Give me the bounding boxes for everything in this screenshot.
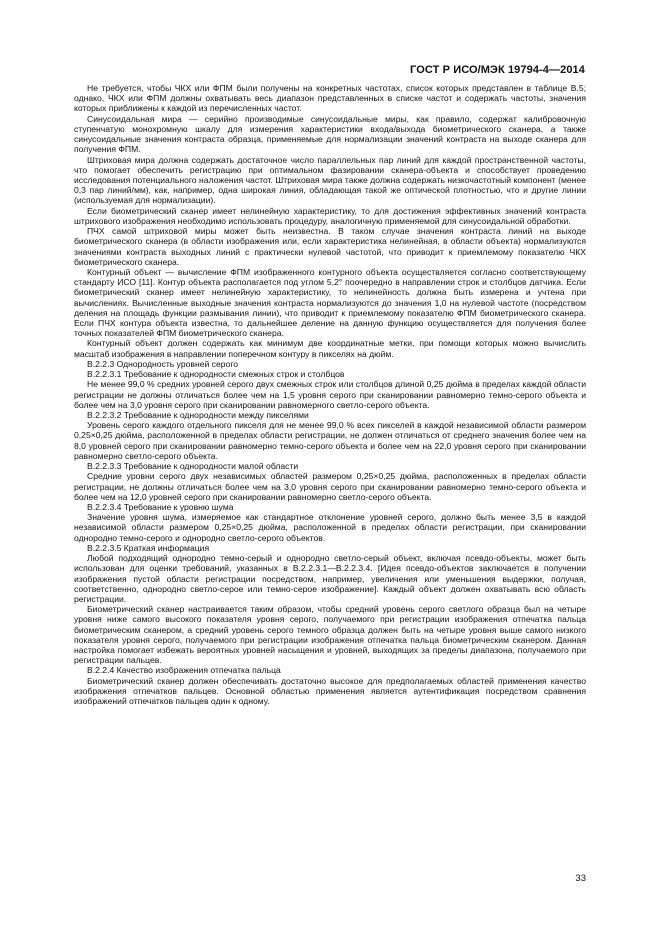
paragraph-noise: Значение уровня шума, измеряемое как стандартное отклонение уровней серого, должно быть менее 3,5 в каждой независимой области размером 0,25×0,25 дюйма, расположенной в пределах области регистрации, при сканировании однородно темно-серого и однородно светло-серого объектов. <box>74 512 586 543</box>
paragraph-scanner-adjustment: Биометрический сканер настраивается таким образом, чтобы средний уровень серого светлого образца был на четыре уровня ниже самого высокого показателя уровня серого, получаемого при регистрации изображения отпечатка пальца биометрическим сканером, а средний уровень серого темного образца должен быть на четыре уровня выше самого низкого показателя уровня серого, получаемого при регистрации изображения отпечатка пальца биометрическим сканером. Данная настройка помогает избежать вероятных уровней насыщения и уровней, выходящих за пределы диапазона, получаемого при регистрации пальцев. <box>74 604 586 666</box>
paragraph-pixel-to-pixel: Уровень серого каждого отдельного пикселя для не менее 99,0 % всех пикселей в каждой независимой области размером 0,25×0,25 дюйма, расположенной в пределах области регистрации, не должен отличаться от среднего значения более чем на 8,0 уровней серого при сканировании равномерно темно-серого объекта и более чем на 22,0 уровня серого при сканировании равномерно светло-серого объекта. <box>74 420 586 461</box>
paragraph-adjacent-rows: Не менее 99,0 % средних уровней серого двух смежных строк или столбцов длиной 0,25 дюйма в пределах каждой области регистрации не должны отличаться более чем на 1,5 уровня серого при сканировании равномерно темно-серого объекта и более чем на 3,0 уровня серого при сканировании равномерного светло-серого объекта. <box>74 379 586 410</box>
paragraph-nonlinear-scanner: Если биометрический сканер имеет нелинейную характеристику, то для достижения эффективных значений контраста штрихового изображения необходимо использовать процедуру, аналогичную применяемой для синусоидальной обработки. <box>74 205 586 226</box>
paragraph-small-area: Средние уровни серого двух независимых областей размером 0,25×0,25 дюйма, расположенных в пределах области регистрации, не должны отличаться более чем на 3,0 уровня серого при сканировании равномерно темно-серого объекта и более чем на 12,0 уровней серого при сканировании равномерно светло-серого объекта. <box>74 471 586 502</box>
paragraph-ctf-unknown: ПЧХ самой штриховой миры может быть неизвестна. В таком случае значения контраста линий на выходе биометрического сканера (в области изображения или, если характеристика нелинейная, в области объекта) нормализуются значениями контраста выходных линий с практически нулевой частотой, что приводит к приемлемому показателю ЧКХ биометрического сканера. <box>74 226 586 267</box>
subsection-heading-small-area: В.2.2.3.3 Требование к однородности малой области <box>87 461 299 472</box>
subsection-heading-pixel-to-pixel: В.2.2.3.2 Требование к однородности между пикселями <box>87 410 309 420</box>
subsection-heading-noise: В.2.2.3.4 Требование к уровню шума <box>87 501 234 512</box>
paragraph-image-quality: Биометрический сканер должен обеспечивать достаточно высокое для предполагаемых областей применения качество изображения отпечатков пальцев. Основной областью применения является аутентификация посредством сравнения изображений отпечатков пальцев один к одному. <box>74 675 586 707</box>
paragraph-freq-requirements: Не требуется, чтобы ЧКХ или ФПМ были получены на конкретных частотах, список которых представлен в таблице В.5; однако, ЧКХ или ФПМ должны охватывать весь диапазон представленных в списке частот и содержать частоты, значения которых приближены к каждой из перечисленных частот. <box>74 83 586 114</box>
subsection-heading-summary: В.2.2.3.5 Краткая информация <box>87 542 210 553</box>
paragraph-summary-objects: Любой подходящий однородно темно-серый и однородно светло-серый объект, включая псевдо-объекты, может быть использован для оценки требований, указанных в В.2.2.3.1—В.2.2.3.4. [Идея псевдо-объектов заключается в получении изображения пустой области регистрации посредством, например, увеличения или уменьшения выдержки, получая, соответственно, однородно светло-серое или темно-серое изображение]. Каждый объект должен охватывать всю область регистрации. <box>74 553 586 604</box>
section-heading-gray-uniformity: В.2.2.3 Однородность уровней серого <box>87 358 239 369</box>
page-number: 33 <box>575 873 586 884</box>
paragraph-edge-fiducials: Контурный объект должен содержать как минимум две координатные метки, при помощи которых можно вычислить масштаб изображения в направлении поперечном контуру в пикселях на дюйм. <box>74 338 586 359</box>
document-body <box>74 83 586 706</box>
document-code-header: ГОСТ Р ИСО/МЭК 19794-4—2014 <box>410 64 585 76</box>
paragraph-edge-target: Контурный объект — вычисление ФПМ изображенного контурного объекта осуществляется согласно соответствующему стандарту ИСО [11]. Контур объекта располагается под углом 5,2° поочередно в направлении строк и столбцов датчика. Если биометрический сканер имеет нелинейную характеристику, то нелинейность должна быть измерена и учтена при вычислениях. Вычисленные выходные значения контраста нормализуются до значения 1,0 на нулевой частоте (посредством деления на площадь функции размывания линии), что приводит к приемлемому показателю ФПМ биометрического сканера. Если ПЧХ контура объекта известна, то дальнейшее деление на данную функцию осуществляется для получения более точных показателей ФПМ биометрического сканера. <box>74 266 586 339</box>
section-heading-image-quality: В.2.2.4 Качество изображения отпечатка пальца <box>87 665 281 676</box>
paragraph-bar-target: Штриховая мира должна содержать достаточное число параллельных пар линий для каждой пространственной частоты, что помогает обеспечить регистрацию при оптимальном фазировании сканера-объекта и способствует проведению исследования потенциального наложения частот. Штриховая мира также должна содержать низкочастотный компонент (менее 0,3 пар линий/мм), как, например, одна широкая линия, обладающая такой же оптической плотностью, что и другие линии (используемая для нормализации). <box>74 154 586 206</box>
paragraph-sine-target: Синусоидальная мира — серийно производимые синусоидальные миры, как правило, содержат калибровочную ступенчатую монохромную шкалу для измерения характеристики входа/выхода биометрического сканера, а также синусоидальные значения контраста образца, применяемые для нормализации значений контраста на выходе сканера для получения ФПМ. <box>74 113 586 155</box>
subsection-heading-adjacent-rows: В.2.2.3.1 Требование к однородности смежных строк и столбцов <box>87 369 345 380</box>
